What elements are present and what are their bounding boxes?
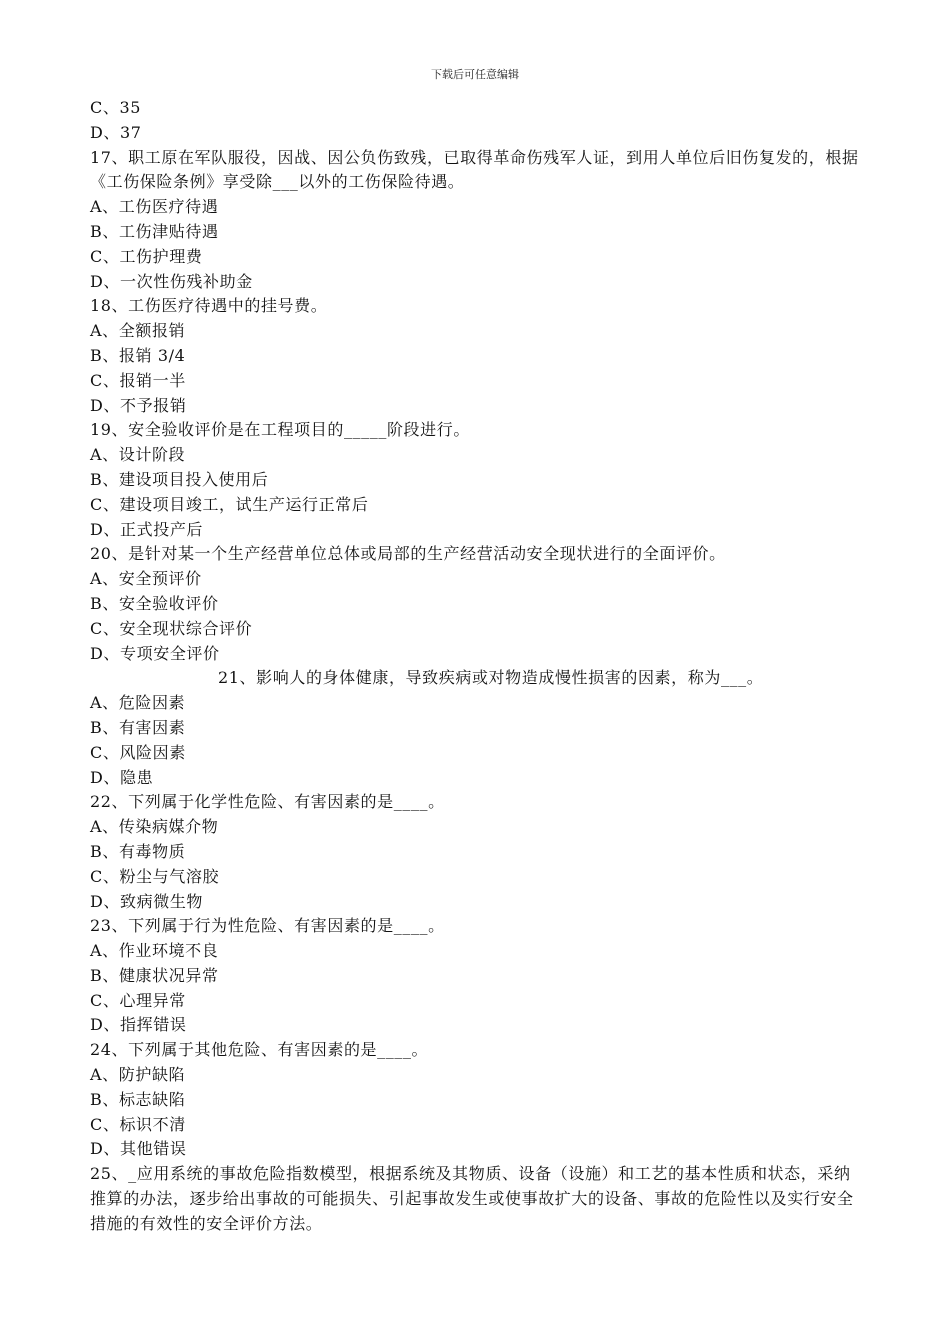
option-d: D、其他错误 [90,1139,187,1159]
question-23: 23、下列属于行为性危险、有害因素的是____。 [90,916,445,936]
option-d: D、隐患 [90,767,154,787]
option-c: C、安全现状综合评价 [90,618,253,638]
option-c: C、建设项目竣工，试生产运行正常后 [90,494,369,514]
option-d: D、不予报销 [90,395,187,415]
option-b: B、工伤津贴待遇 [90,221,219,241]
option-d: D、一次性伤残补助金 [90,271,253,291]
option-d: D、37 [90,122,142,142]
option-d: D、专项安全评价 [90,643,220,663]
option-c: C、报销一半 [90,370,186,390]
question-24: 24、下列属于其他危险、有害因素的是____。 [90,1040,429,1060]
page-header: 下载后可任意编辑 [431,68,519,81]
option-b: B、报销 3/4 [90,345,186,365]
option-a: A、防护缺陷 [90,1065,186,1085]
question-21: 21、影响人的身体健康，导致疾病或对物造成慢性损害的因素，称为___。 [218,668,764,688]
option-d: D、指挥错误 [90,1015,187,1035]
option-b: B、健康状况异常 [90,965,219,985]
option-c: C、标识不清 [90,1114,186,1134]
option-b: B、有毒物质 [90,841,186,861]
option-a: A、设计阶段 [90,445,186,465]
option-c: C、心理异常 [90,990,186,1010]
option-a: A、安全预评价 [90,569,202,589]
question-17: 17、职工原在军队服役，因战、因公负伤致残，已取得革命伤残军人证，到用人单位后旧伤复发的，根据《工伤保险条例》享受除___以外的工伤保险待遇。 [90,147,859,192]
option-c: C、风险因素 [90,742,186,762]
option-a: A、危险因素 [90,693,186,713]
option-c: C、工伤护理费 [90,246,203,266]
option-b: B、安全验收评价 [90,593,219,613]
question-18: 18、工伤医疗待遇中的挂号费。 [90,296,328,316]
option-c: C、粉尘与气溶胶 [90,866,220,886]
option-a: A、全额报销 [90,321,186,341]
option-a: A、作业环境不良 [90,941,219,961]
option-c: C、35 [90,98,142,117]
document-body [90,96,860,1237]
option-a: A、传染病媒介物 [90,817,219,837]
question-22: 22、下列属于化学性危险、有害因素的是____。 [90,792,445,812]
option-d: D、致病微生物 [90,891,204,911]
question-20: 20、是针对某一个生产经营单位总体或局部的生产经营活动安全现状进行的全面评价。 [90,544,726,564]
option-b: B、标志缺陷 [90,1089,186,1109]
question-19: 19、安全验收评价是在工程项目的_____阶段进行。 [90,420,470,440]
question-25: 25、_应用系统的事故危险指数模型，根据系统及其物质、设备（设施）和工艺的基本性质和状态，采纳推算的办法，逐步给出事故的可能损失、引起事故发生或使事故扩大的设备、事故的危险性以及实行安全措施的有效性的安全评价方法。 [90,1164,854,1233]
option-b: B、有害因素 [90,717,186,737]
option-d: D、正式投产后 [90,519,204,539]
option-b: B、建设项目投入使用后 [90,469,269,489]
option-a: A、工伤医疗待遇 [90,197,219,217]
